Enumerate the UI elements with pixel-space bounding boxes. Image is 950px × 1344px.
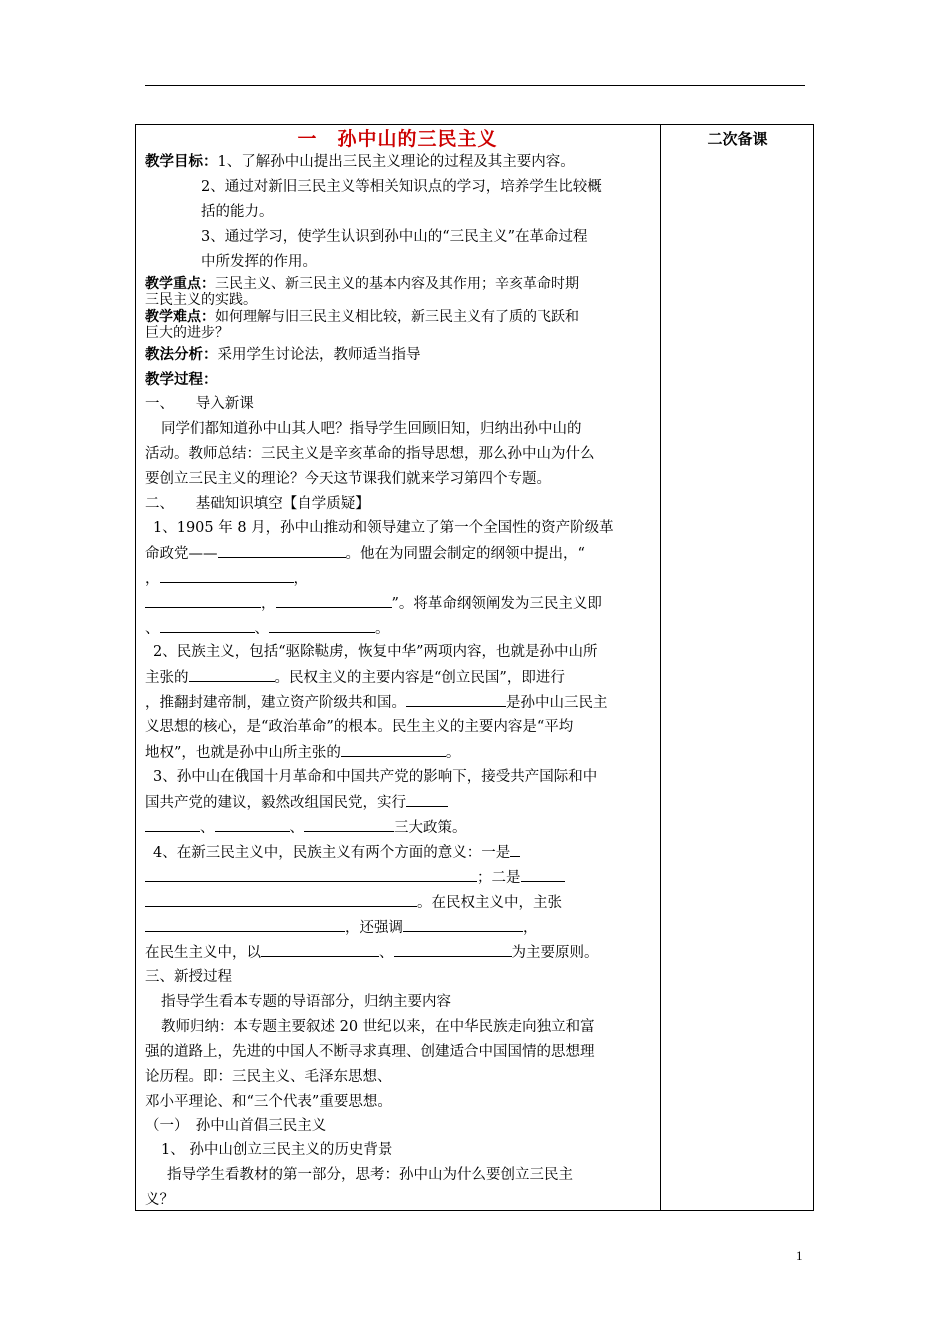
process-label: 教学过程： [145,372,218,388]
fill-blank [218,544,346,558]
q3-line-2: 国共产党的建议，毅然改组国民党，实行 [145,793,448,812]
q2-line-5: 地权”，也就是孙中山所主张的 。 [145,745,461,761]
section2-heading: 二、 基础知识填空【自学质疑】 [145,496,370,512]
q1-line-5: 、 、 。 [145,621,390,637]
section3-line-7: 义？ [145,1192,174,1208]
section3-line-2: 教师归纳：本专题主要叙述 20 世纪以来，在中华民族走向独立和富 [161,1019,595,1035]
key-points-line-2: 三民主义的实践。 [145,292,257,308]
key-points-line-1: 教学重点：三民主义、新三民主义的基本内容及其作用；辛亥革命时期 [145,276,579,292]
fill-blank [145,918,345,932]
fill-blank [304,818,394,832]
q4-line-2: ；二是 [145,868,565,887]
q2-line-4: 义思想的核心，是“政治革命”的根本。民生主义的主要内容是“平均 [145,719,574,735]
fill-blank [189,668,275,682]
key-points-label: 教学重点： [145,276,215,292]
q1-line-2: 命政党—— 。他在为同盟会制定的纲领中提出，“ [145,546,585,562]
q2-line-1: 2、民族主义，包括“驱除鞑虏，恢复中华”两项内容，也就是孙中山所 [153,644,598,660]
fill-blank [261,943,379,957]
objectives-line-2: 2、通过对新旧三民主义等相关知识点的学习，培养学生比较概 [201,179,602,195]
q3-line-3: 、 、 三大政策。 [145,818,467,837]
q4-line-1: 4、在新三民主义中，民族主义有两个方面的意义：一是 [153,843,520,862]
q4-line-3: 。在民权主义中，主张 [145,893,562,912]
objectives-line-5: 中所发挥的作用。 [201,254,317,270]
section1-heading: 一、 导入新课 [145,396,254,412]
q4-line-4: ，还强调 ， [145,918,538,937]
fill-blank [269,619,375,633]
column-divider [660,124,661,1211]
subsection-item: 1、 孙中山创立三民主义的历史背景 [161,1142,393,1158]
q1-line-1: 1、1905 年 8 月，孙中山推动和领导建立了第一个全国性的资产阶级革 [153,520,614,536]
section3-line-3: 强的道路上，先进的中国人不断寻求真理、创建适合中国国情的思想理 [145,1044,595,1060]
fill-blank [215,818,290,832]
objectives-line-1: 教学目标：1、了解孙中山提出三民主义理论的过程及其主要内容。 [145,154,575,170]
section1-line-3: 要创立三民主义的理论？今天这节课我们就来学习第四个专题。 [145,471,551,487]
objectives-line-4: 3、通过学习，使学生认识到孙中山的“三民主义”在革命过程 [201,229,588,245]
fill-blank [145,868,477,882]
objectives-label: 教学目标： [145,154,218,170]
page-number: 1 [796,1248,803,1263]
fill-blank [160,569,294,583]
subsection-heading: （一） 孙中山首倡三民主义 [145,1118,327,1134]
objectives-line-3: 括的能力。 [201,204,274,220]
section3-heading: 三、新授过程 [145,969,232,985]
method-label: 教法分析： [145,347,218,363]
q2-line-2: 主张的 。民权主义的主要内容是“创立民国”，即进行 [145,670,565,686]
fill-blank [145,818,200,832]
fill-blank [394,943,512,957]
fill-blank [521,868,565,882]
q3-line-1: 3、孙中山在俄国十月革命和中国共产党的影响下，接受共产国际和中 [153,769,598,785]
q2-line-3: ，推翻封建帝制，建立资产阶级共和国。 是孙中山三民主 [145,695,608,711]
fill-blank [145,594,261,608]
section3-line-1: 指导学生看本专题的导语部分，归纳主要内容 [161,994,451,1010]
method-line: 教法分析：采用学生讨论法，教师适当指导 [145,347,421,363]
fill-blank [276,594,392,608]
section3-line-4: 论历程。即：三民主义、毛泽东思想、 [145,1069,392,1085]
fill-blank [406,793,448,807]
difficulties-line-2: 巨大的进步？ [145,325,229,341]
section3-line-6: 指导学生看教材的第一部分，思考：孙中山为什么要创立三民主 [167,1167,573,1183]
q1-line-4: ， ”。将革命纲领阐发为三民主义即 [145,594,602,613]
fill-blank [403,918,523,932]
fill-blank [160,619,255,633]
fill-blank [510,843,520,857]
section1-line-2: 活动。教师总结：三民主义是辛亥革命的指导思想，那么孙中山为什么 [145,446,595,462]
section1-line-1: 同学们都知道孙中山其人吧？指导学生回顾旧知，归纳出孙中山的 [161,421,582,437]
difficulties-line-1: 教学难点：如何理解与旧三民主义相比较，新三民主义有了质的飞跃和 [145,309,579,325]
header-rule [145,85,805,86]
difficulties-label: 教学难点： [145,309,215,325]
second-prep-heading: 二次备课 [707,130,768,148]
fill-blank [145,893,417,907]
page-title: 一 孙中山的三民主义 [297,128,498,150]
q1-line-3: ， ， [145,571,308,587]
section3-line-5: 邓小平理论、和“三个代表”重要思想。 [145,1094,392,1110]
q4-line-5: 在民生主义中，以 、 为主要原则。 [145,945,599,961]
fill-blank [406,693,506,707]
fill-blank [341,743,446,757]
